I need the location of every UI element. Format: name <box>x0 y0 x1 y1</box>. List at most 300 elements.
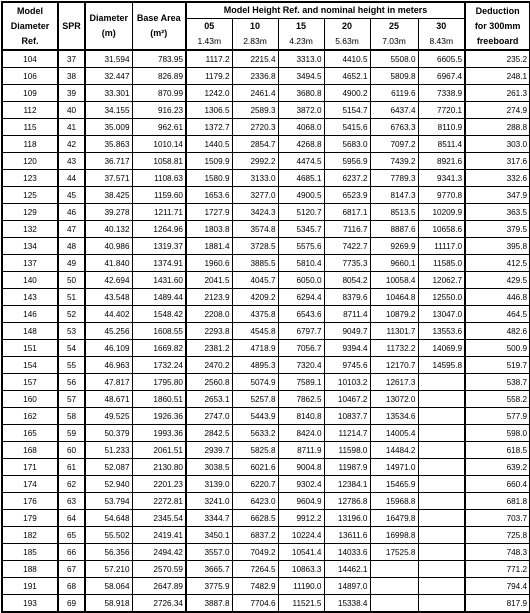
cell-vol-20: 12786.8 <box>324 493 370 510</box>
height-ref-15: 15 <box>278 19 324 35</box>
cell-vol-25: 11732.2 <box>370 340 418 357</box>
cell-base-area: 2130.80 <box>132 459 186 476</box>
cell-vol-05: 3775.9 <box>186 578 232 595</box>
cell-vol-15: 5120.7 <box>278 204 324 221</box>
cell-diameter: 37.571 <box>85 170 132 187</box>
cell-vol-25: 6763.3 <box>370 119 418 136</box>
cell-vol-20: 7116.7 <box>324 221 370 238</box>
cell-spr: 62 <box>58 476 85 493</box>
table-row <box>2 272 530 289</box>
cell-diameter: 35.863 <box>85 136 132 153</box>
table-row <box>2 544 530 561</box>
cell-vol-10: 6021.6 <box>232 459 278 476</box>
cell-deduction: 618.5 <box>465 442 530 459</box>
cell-spr: 38 <box>58 68 85 85</box>
col-header-base-area: Base Area (m²) <box>132 2 186 50</box>
cell-model-ref: 151 <box>2 340 58 357</box>
cell-vol-30 <box>418 527 465 544</box>
cell-vol-30: 8110.9 <box>418 119 465 136</box>
cell-vol-15: 8424.0 <box>278 425 324 442</box>
cell-vol-25: 6437.4 <box>370 102 418 119</box>
cell-deduction: 446.8 <box>465 289 530 306</box>
cell-deduction: 748.3 <box>465 544 530 561</box>
cell-vol-15: 9912.2 <box>278 510 324 527</box>
cell-vol-20: 15338.4 <box>324 595 370 613</box>
cell-vol-10: 6628.5 <box>232 510 278 527</box>
cell-base-area: 2570.59 <box>132 561 186 578</box>
cell-vol-15: 10863.3 <box>278 561 324 578</box>
cell-model-ref: 157 <box>2 374 58 391</box>
cell-vol-30: 8511.4 <box>418 136 465 153</box>
cell-vol-25: 7789.3 <box>370 170 418 187</box>
cell-vol-25: 5809.8 <box>370 68 418 85</box>
cell-vol-10: 4895.3 <box>232 357 278 374</box>
cell-vol-05: 2560.8 <box>186 374 232 391</box>
cell-model-ref: 162 <box>2 408 58 425</box>
cell-vol-15: 9302.4 <box>278 476 324 493</box>
cell-vol-05: 3344.7 <box>186 510 232 527</box>
cell-vol-10: 2336.8 <box>232 68 278 85</box>
cell-diameter: 45.256 <box>85 323 132 340</box>
cell-base-area: 1732.24 <box>132 357 186 374</box>
table-row <box>2 510 530 527</box>
col-header-deduction: Deduction for 300mm freeboard <box>465 2 530 50</box>
cell-vol-15: 4068.0 <box>278 119 324 136</box>
cell-vol-10: 3728.5 <box>232 238 278 255</box>
cell-vol-25: 7097.2 <box>370 136 418 153</box>
cell-vol-20: 5956.9 <box>324 153 370 170</box>
cell-vol-10: 2720.3 <box>232 119 278 136</box>
cell-spr: 44 <box>58 170 85 187</box>
cell-vol-25 <box>370 561 418 578</box>
cell-model-ref: 120 <box>2 153 58 170</box>
cell-model-ref: 185 <box>2 544 58 561</box>
cell-vol-15: 4900.5 <box>278 187 324 204</box>
cell-diameter: 49.525 <box>85 408 132 425</box>
cell-diameter: 57.210 <box>85 561 132 578</box>
cell-vol-30 <box>418 578 465 595</box>
cell-diameter: 52.087 <box>85 459 132 476</box>
cell-vol-30 <box>418 374 465 391</box>
cell-diameter: 48.671 <box>85 391 132 408</box>
cell-vol-05: 3665.7 <box>186 561 232 578</box>
cell-vol-10: 4718.9 <box>232 340 278 357</box>
cell-vol-20: 14897.0 <box>324 578 370 595</box>
cell-diameter: 41.840 <box>85 255 132 272</box>
cell-vol-15: 3680.8 <box>278 85 324 102</box>
cell-vol-05: 1580.9 <box>186 170 232 187</box>
cell-diameter: 58.064 <box>85 578 132 595</box>
cell-base-area: 1374.91 <box>132 255 186 272</box>
table-row <box>2 578 530 595</box>
cell-vol-10: 3277.0 <box>232 187 278 204</box>
cell-vol-05: 1727.9 <box>186 204 232 221</box>
cell-deduction: 771.2 <box>465 561 530 578</box>
cell-vol-15: 10541.4 <box>278 544 324 561</box>
cell-vol-05: 2123.9 <box>186 289 232 306</box>
table-row <box>2 85 530 102</box>
cell-deduction: 288.8 <box>465 119 530 136</box>
col-header-model-diameter-ref: Model Diameter Ref. <box>2 2 58 50</box>
cell-deduction: 482.6 <box>465 323 530 340</box>
cell-vol-25 <box>370 595 418 613</box>
cell-spr: 40 <box>58 102 85 119</box>
cell-deduction: 519.7 <box>465 357 530 374</box>
cell-vol-30 <box>418 476 465 493</box>
cell-vol-05: 3038.5 <box>186 459 232 476</box>
cell-diameter: 55.502 <box>85 527 132 544</box>
cell-vol-05: 3241.0 <box>186 493 232 510</box>
cell-vol-05: 1306.5 <box>186 102 232 119</box>
cell-vol-10: 6220.7 <box>232 476 278 493</box>
table-row <box>2 425 530 442</box>
cell-diameter: 51.233 <box>85 442 132 459</box>
cell-vol-30: 13047.0 <box>418 306 465 323</box>
cell-vol-05: 2470.2 <box>186 357 232 374</box>
cell-spr: 64 <box>58 510 85 527</box>
cell-vol-05: 1803.8 <box>186 221 232 238</box>
cell-diameter: 32.447 <box>85 68 132 85</box>
cell-vol-05: 1509.9 <box>186 153 232 170</box>
cell-vol-10: 3133.0 <box>232 170 278 187</box>
cell-model-ref: 115 <box>2 119 58 136</box>
table-row <box>2 68 530 85</box>
cell-base-area: 1489.44 <box>132 289 186 306</box>
cell-deduction: 261.3 <box>465 85 530 102</box>
cell-vol-20: 11214.7 <box>324 425 370 442</box>
cell-vol-25: 5508.0 <box>370 50 418 68</box>
cell-vol-05: 2939.7 <box>186 442 232 459</box>
cell-diameter: 40.986 <box>85 238 132 255</box>
cell-spr: 54 <box>58 340 85 357</box>
cell-vol-15: 9004.8 <box>278 459 324 476</box>
cell-vol-10: 4209.2 <box>232 289 278 306</box>
cell-vol-20: 11598.0 <box>324 442 370 459</box>
col-header-model-height-title: Model Height Ref. and nominal height in meters <box>186 2 465 19</box>
cell-vol-10: 3424.3 <box>232 204 278 221</box>
cell-spr: 61 <box>58 459 85 476</box>
cell-vol-15: 5575.6 <box>278 238 324 255</box>
cell-deduction: 429.5 <box>465 272 530 289</box>
cell-vol-10: 5443.9 <box>232 408 278 425</box>
cell-vol-30: 13553.6 <box>418 323 465 340</box>
cell-vol-20: 5154.7 <box>324 102 370 119</box>
cell-diameter: 50.379 <box>85 425 132 442</box>
cell-base-area: 2272.81 <box>132 493 186 510</box>
cell-base-area: 1319.37 <box>132 238 186 255</box>
cell-deduction: 248.1 <box>465 68 530 85</box>
table-row <box>2 102 530 119</box>
cell-deduction: 500.9 <box>465 340 530 357</box>
cell-vol-15: 4685.1 <box>278 170 324 187</box>
cell-model-ref: 125 <box>2 187 58 204</box>
cell-model-ref: 106 <box>2 68 58 85</box>
cell-vol-30: 9770.8 <box>418 187 465 204</box>
cell-vol-15: 9604.9 <box>278 493 324 510</box>
cell-base-area: 783.95 <box>132 50 186 68</box>
cell-vol-25: 8513.5 <box>370 204 418 221</box>
cell-vol-20: 6237.2 <box>324 170 370 187</box>
cell-base-area: 1926.36 <box>132 408 186 425</box>
cell-spr: 53 <box>58 323 85 340</box>
cell-vol-10: 7264.5 <box>232 561 278 578</box>
cell-base-area: 1058.81 <box>132 153 186 170</box>
cell-vol-05: 2208.0 <box>186 306 232 323</box>
height-ref-10: 10 <box>232 19 278 35</box>
cell-spr: 41 <box>58 119 85 136</box>
cell-vol-15: 6050.0 <box>278 272 324 289</box>
cell-vol-15: 3872.0 <box>278 102 324 119</box>
cell-deduction: 794.4 <box>465 578 530 595</box>
cell-vol-10: 4045.7 <box>232 272 278 289</box>
cell-model-ref: 168 <box>2 442 58 459</box>
cell-vol-10: 3574.8 <box>232 221 278 238</box>
cell-spr: 46 <box>58 204 85 221</box>
table-row <box>2 561 530 578</box>
cell-vol-25: 8887.6 <box>370 221 418 238</box>
cell-spr: 63 <box>58 493 85 510</box>
nominal-height-20: 5.63m <box>324 34 370 50</box>
cell-deduction: 598.0 <box>465 425 530 442</box>
cell-vol-30 <box>418 493 465 510</box>
cell-vol-15: 8711.9 <box>278 442 324 459</box>
table-row <box>2 459 530 476</box>
table-row <box>2 221 530 238</box>
table-row <box>2 408 530 425</box>
cell-deduction: 274.9 <box>465 102 530 119</box>
cell-diameter: 46.109 <box>85 340 132 357</box>
cell-vol-30: 14069.9 <box>418 340 465 357</box>
cell-vol-20: 4900.2 <box>324 85 370 102</box>
cell-model-ref: 191 <box>2 578 58 595</box>
cell-diameter: 53.794 <box>85 493 132 510</box>
cell-vol-25: 12617.3 <box>370 374 418 391</box>
cell-vol-05: 2842.5 <box>186 425 232 442</box>
cell-vol-20: 11987.9 <box>324 459 370 476</box>
cell-vol-15: 5810.4 <box>278 255 324 272</box>
cell-base-area: 1159.60 <box>132 187 186 204</box>
table-row <box>2 238 530 255</box>
col-header-spr: SPR <box>58 2 85 50</box>
cell-model-ref: 148 <box>2 323 58 340</box>
nominal-height-05: 1.43m <box>186 34 232 50</box>
cell-vol-10: 5633.2 <box>232 425 278 442</box>
cell-base-area: 2726.34 <box>132 595 186 613</box>
cell-deduction: 681.8 <box>465 493 530 510</box>
cell-vol-25: 17525.8 <box>370 544 418 561</box>
table-row <box>2 170 530 187</box>
cell-vol-20: 4652.1 <box>324 68 370 85</box>
cell-vol-25: 9660.1 <box>370 255 418 272</box>
cell-vol-25: 15465.9 <box>370 476 418 493</box>
cell-spr: 50 <box>58 272 85 289</box>
cell-deduction: 558.2 <box>465 391 530 408</box>
table-row <box>2 323 530 340</box>
cell-diameter: 43.548 <box>85 289 132 306</box>
cell-vol-30: 8921.6 <box>418 153 465 170</box>
cell-vol-30 <box>418 408 465 425</box>
cell-vol-20: 14033.6 <box>324 544 370 561</box>
cell-vol-30 <box>418 561 465 578</box>
cell-vol-05: 2381.2 <box>186 340 232 357</box>
cell-diameter: 54.648 <box>85 510 132 527</box>
nominal-height-30: 8.43m <box>418 34 465 50</box>
cell-vol-25: 11301.7 <box>370 323 418 340</box>
cell-spr: 52 <box>58 306 85 323</box>
cell-vol-15: 3494.5 <box>278 68 324 85</box>
cell-vol-25: 13072.0 <box>370 391 418 408</box>
cell-vol-05: 3887.8 <box>186 595 232 613</box>
table-row <box>2 340 530 357</box>
cell-model-ref: 146 <box>2 306 58 323</box>
cell-diameter: 40.132 <box>85 221 132 238</box>
cell-model-ref: 171 <box>2 459 58 476</box>
cell-vol-20: 10467.2 <box>324 391 370 408</box>
cell-vol-20: 9745.6 <box>324 357 370 374</box>
cell-diameter: 58.918 <box>85 595 132 613</box>
cell-spr: 65 <box>58 527 85 544</box>
cell-deduction: 538.7 <box>465 374 530 391</box>
cell-deduction: 347.9 <box>465 187 530 204</box>
cell-vol-20: 5683.0 <box>324 136 370 153</box>
cell-deduction: 363.5 <box>465 204 530 221</box>
cell-vol-20: 7735.3 <box>324 255 370 272</box>
cell-model-ref: 129 <box>2 204 58 221</box>
cell-base-area: 1108.63 <box>132 170 186 187</box>
cell-vol-25: 7439.2 <box>370 153 418 170</box>
nominal-height-15: 4.23m <box>278 34 324 50</box>
cell-model-ref: 188 <box>2 561 58 578</box>
cell-vol-30 <box>418 544 465 561</box>
cell-spr: 69 <box>58 595 85 613</box>
cell-vol-10: 2215.4 <box>232 50 278 68</box>
cell-spr: 67 <box>58 561 85 578</box>
cell-diameter: 38.425 <box>85 187 132 204</box>
cell-vol-25: 9269.9 <box>370 238 418 255</box>
cell-base-area: 1431.60 <box>132 272 186 289</box>
cell-base-area: 870.99 <box>132 85 186 102</box>
cell-vol-05: 1117.2 <box>186 50 232 68</box>
cell-spr: 68 <box>58 578 85 595</box>
cell-model-ref: 154 <box>2 357 58 374</box>
cell-vol-20: 6523.9 <box>324 187 370 204</box>
table-row <box>2 136 530 153</box>
table-row <box>2 476 530 493</box>
cell-base-area: 1548.42 <box>132 306 186 323</box>
height-ref-30: 30 <box>418 19 465 35</box>
cell-vol-10: 4545.8 <box>232 323 278 340</box>
table-row <box>2 187 530 204</box>
cell-vol-25: 12170.7 <box>370 357 418 374</box>
cell-vol-30: 6967.4 <box>418 68 465 85</box>
table-row <box>2 527 530 544</box>
cell-vol-15: 6543.6 <box>278 306 324 323</box>
cell-base-area: 1264.96 <box>132 221 186 238</box>
cell-spr: 66 <box>58 544 85 561</box>
cell-vol-20: 10103.2 <box>324 374 370 391</box>
cell-model-ref: 193 <box>2 595 58 613</box>
cell-vol-25: 8147.3 <box>370 187 418 204</box>
cell-model-ref: 123 <box>2 170 58 187</box>
cell-model-ref: 112 <box>2 102 58 119</box>
col-header-diameter: Diameter (m) <box>85 2 132 50</box>
cell-base-area: 2419.41 <box>132 527 186 544</box>
cell-vol-30: 9341.3 <box>418 170 465 187</box>
cell-spr: 58 <box>58 408 85 425</box>
cell-deduction: 395.8 <box>465 238 530 255</box>
cell-vol-15: 6294.4 <box>278 289 324 306</box>
cell-vol-20: 9394.4 <box>324 340 370 357</box>
height-ref-20: 20 <box>324 19 370 35</box>
cell-vol-10: 7049.2 <box>232 544 278 561</box>
cell-diameter: 44.402 <box>85 306 132 323</box>
cell-vol-30: 12062.7 <box>418 272 465 289</box>
cell-diameter: 39.278 <box>85 204 132 221</box>
cell-vol-10: 5825.8 <box>232 442 278 459</box>
cell-vol-20: 13196.0 <box>324 510 370 527</box>
cell-deduction: 379.5 <box>465 221 530 238</box>
cell-diameter: 42.694 <box>85 272 132 289</box>
cell-vol-30 <box>418 459 465 476</box>
table-row <box>2 391 530 408</box>
cell-vol-05: 1440.5 <box>186 136 232 153</box>
cell-vol-10: 7704.6 <box>232 595 278 613</box>
cell-spr: 42 <box>58 136 85 153</box>
cell-vol-15: 7862.5 <box>278 391 324 408</box>
table-row <box>2 442 530 459</box>
cell-model-ref: 160 <box>2 391 58 408</box>
cell-base-area: 962.61 <box>132 119 186 136</box>
cell-base-area: 1211.71 <box>132 204 186 221</box>
cell-vol-05: 3139.0 <box>186 476 232 493</box>
cell-vol-15: 7589.1 <box>278 374 324 391</box>
cell-vol-25: 10058.4 <box>370 272 418 289</box>
cell-base-area: 2494.42 <box>132 544 186 561</box>
cell-vol-10: 2854.7 <box>232 136 278 153</box>
height-ref-25: 25 <box>370 19 418 35</box>
cell-base-area: 1993.36 <box>132 425 186 442</box>
cell-diameter: 31.594 <box>85 50 132 68</box>
cell-base-area: 1860.51 <box>132 391 186 408</box>
cell-vol-25: 15968.8 <box>370 493 418 510</box>
cell-deduction: 660.4 <box>465 476 530 493</box>
cell-spr: 37 <box>58 50 85 68</box>
cell-vol-15: 7056.7 <box>278 340 324 357</box>
cell-vol-05: 2293.8 <box>186 323 232 340</box>
cell-vol-10: 7482.9 <box>232 578 278 595</box>
cell-vol-05: 1242.0 <box>186 85 232 102</box>
cell-vol-10: 6837.2 <box>232 527 278 544</box>
cell-base-area: 1010.14 <box>132 136 186 153</box>
cell-vol-25: 6119.6 <box>370 85 418 102</box>
cell-model-ref: 174 <box>2 476 58 493</box>
cell-vol-05: 1372.7 <box>186 119 232 136</box>
cell-diameter: 33.301 <box>85 85 132 102</box>
table-row <box>2 255 530 272</box>
cell-vol-10: 6423.0 <box>232 493 278 510</box>
table-row <box>2 119 530 136</box>
cell-model-ref: 182 <box>2 527 58 544</box>
cell-model-ref: 104 <box>2 50 58 68</box>
cell-vol-30: 10209.9 <box>418 204 465 221</box>
cell-vol-30: 7338.9 <box>418 85 465 102</box>
cell-vol-25: 10879.2 <box>370 306 418 323</box>
tank-capacity-table <box>1 1 530 613</box>
cell-vol-15: 7320.4 <box>278 357 324 374</box>
cell-vol-25: 14484.2 <box>370 442 418 459</box>
cell-vol-15: 11521.5 <box>278 595 324 613</box>
height-ref-05: 05 <box>186 19 232 35</box>
